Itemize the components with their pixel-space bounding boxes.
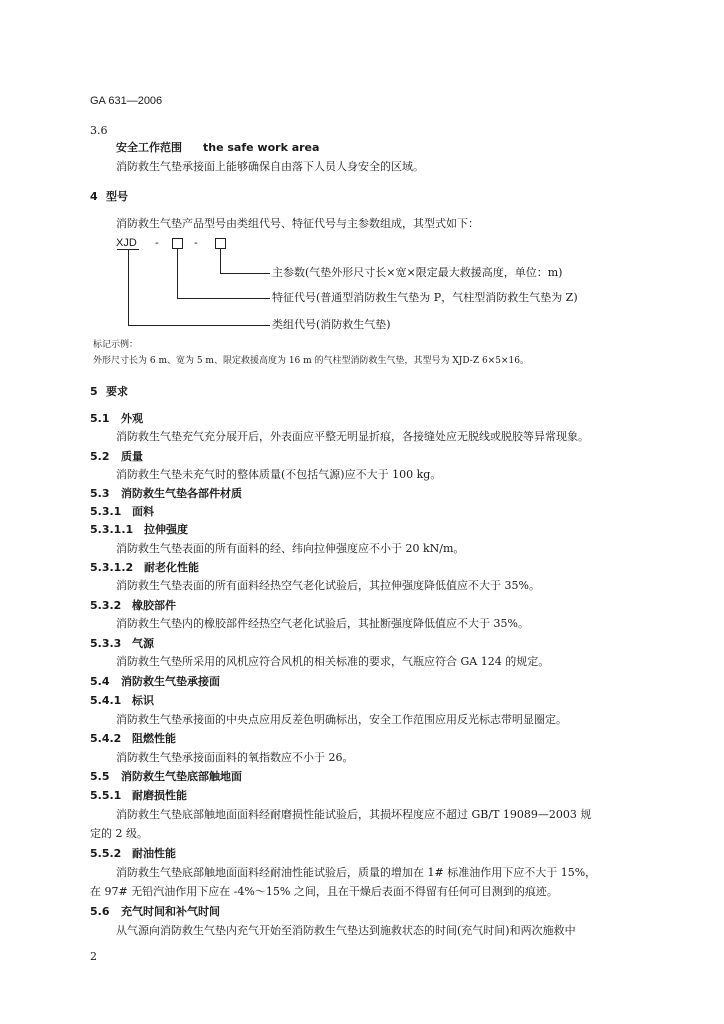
- clause-text: 消防救生气垫所采用的风机应符合风机的相关标准的要求，气瓶应符合 GA 124 的规定。: [116, 655, 550, 668]
- clause-title: 阻燃性能: [132, 732, 176, 745]
- main-leader-horizontal: [220, 273, 270, 274]
- clause-title: 橡胶部件: [132, 599, 176, 612]
- term-title-english: the safe work area: [203, 141, 320, 154]
- clause-text: 消防救生气垫底部触地面面料经耐磨损性能试验后，其损坏程度应不超过 GB/T 19089—2003 规: [116, 808, 592, 821]
- clause-title: 充气时间和补气时间: [121, 905, 220, 918]
- clause-title: 耐磨损性能: [132, 789, 187, 802]
- standard-number: GA 631—2006: [90, 95, 163, 107]
- clause-number: 5.3.1: [90, 505, 122, 518]
- section-number: 5: [90, 385, 98, 398]
- main-parameter-label: 主参数(气垫外形尺寸长×宽×限定最大救援高度，单位：m): [272, 266, 563, 279]
- clause-number: 5.3.2: [90, 599, 122, 612]
- example-text: 外形尺寸长为 6 m、宽为 5 m、限定救援高度为 16 m 的气柱型消防救生气垫，其型号为 XJD-Z 6×5×16。: [93, 356, 529, 366]
- clause-number: 3.6: [90, 124, 108, 137]
- page-number: 2: [90, 950, 97, 963]
- clause-title: 面料: [132, 505, 154, 518]
- clause-number: 5.5: [90, 770, 110, 783]
- clause-text: 消防救生气垫承接面面料的氧指数应不小于 26。: [116, 751, 354, 764]
- clause-number: 5.6: [90, 905, 110, 918]
- feature-leader-vertical: [177, 249, 178, 298]
- term-definition: 消防救生气垫承接面上能够确保自由落下人员人身安全的区域。: [116, 160, 424, 173]
- main-leader-vertical: [220, 249, 221, 273]
- clause-text: 消防救生气垫表面的所有面料的经、纬向拉伸强度应不小于 20 kN/m。: [116, 542, 465, 555]
- clause-number: 5.2: [90, 450, 110, 463]
- clause-number: 5.1: [90, 412, 110, 425]
- clause-title: 质量: [121, 450, 143, 463]
- example-title: 标记示例：: [93, 340, 139, 350]
- clause-text: 消防救生气垫内的橡胶部件经热空气老化试验后，其扯断强度降低值应不大于 35%。: [116, 617, 529, 630]
- class-leader-horizontal: [128, 325, 270, 326]
- clause-title: 耐老化性能: [144, 561, 199, 574]
- clause-number: 5.5.2: [90, 847, 122, 860]
- clause-text: 消防救生气垫底部触地面面料经耐油性能试验后，质量的增加在 1# 标准油作用下应不大于 15%，: [116, 866, 597, 879]
- model-intro: 消防救生气垫产品型号由类组代号、特征代号与主参数组成，其型式如下：: [116, 217, 479, 230]
- clause-title: 标识: [132, 694, 154, 707]
- clause-number: 5.3.1.1: [90, 523, 134, 536]
- clause-number: 5.4.1: [90, 694, 122, 707]
- clause-text: 消防救生气垫承接面的中央点应用反差色明确标出，安全工作范围应用反光标志带明显圈定。: [116, 713, 567, 726]
- clause-text: 消防救生气垫未充气时的整体质量(不包括气源)应不大于 100 kg。: [116, 468, 442, 481]
- section-number: 4: [90, 190, 98, 203]
- section-title: 要求: [106, 385, 128, 398]
- class-code-label: 类组代号(消防救生气垫): [272, 318, 391, 331]
- clause-title: 消防救生气垫底部触地面: [121, 770, 242, 783]
- feature-leader-horizontal: [177, 298, 270, 299]
- model-dash: -: [194, 236, 198, 249]
- clause-title: 拉伸强度: [144, 523, 188, 536]
- clause-title: 气源: [132, 637, 154, 650]
- feature-code-box: [172, 238, 183, 249]
- clause-number: 5.4: [90, 675, 110, 688]
- class-leader-vertical: [128, 250, 129, 325]
- model-code-xjd: XJD: [116, 237, 137, 249]
- feature-code-label: 特征代号(普通型消防救生气垫为 P，气柱型消防救生气垫为 Z): [272, 291, 578, 304]
- clause-title: 消防救生气垫承接面: [121, 675, 220, 688]
- clause-title: 外观: [121, 412, 143, 425]
- clause-number: 5.3.3: [90, 637, 122, 650]
- main-parameter-box: [215, 238, 226, 249]
- model-dash: -: [155, 236, 159, 249]
- clause-title: 消防救生气垫各部件材质: [121, 487, 242, 500]
- clause-title: 耐油性能: [132, 847, 176, 860]
- clause-number: 5.3.1.2: [90, 561, 134, 574]
- clause-number: 5.5.1: [90, 789, 122, 802]
- clause-text: 消防救生气垫表面的所有面料经热空气老化试验后，其拉伸强度降低值应不大于 35%。: [116, 579, 540, 592]
- term-title: 安全工作范围: [116, 141, 182, 154]
- clause-text: 定的 2 级。: [90, 827, 148, 840]
- clause-number: 5.3: [90, 487, 110, 500]
- clause-text: 在 97# 无铅汽油作用下应在 -4%～15% 之间，且在干燥后表面不得留有任何可目测到的痕迹。: [90, 885, 558, 898]
- clause-text: 从气源向消防救生气垫内充气开始至消防救生气垫达到施救状态的时间(充气时间)和两次施救中: [116, 924, 576, 937]
- section-title: 型号: [106, 190, 128, 203]
- clause-text: 消防救生气垫充气充分展开后，外表面应平整无明显折痕，各接缝处应无脱线或脱胶等异常现象。: [116, 430, 589, 443]
- clause-number: 5.4.2: [90, 732, 122, 745]
